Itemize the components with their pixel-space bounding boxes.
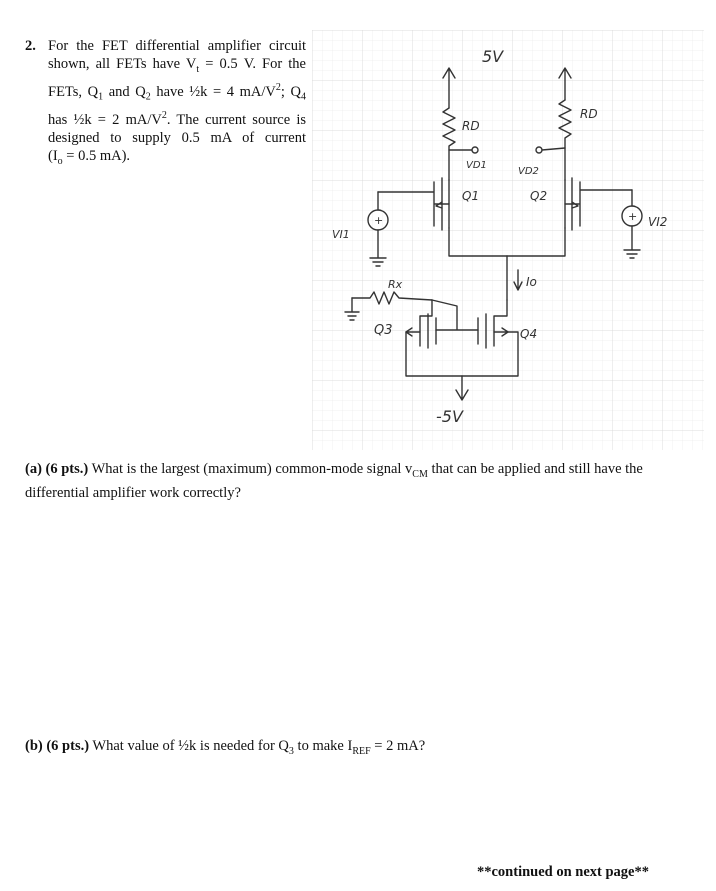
label-rx: Rx <box>388 278 403 291</box>
label-q3: Q3 <box>374 323 393 338</box>
part-a <box>25 460 665 502</box>
continued-footer: **continued on next page** <box>476 864 649 880</box>
question-intro: For the FET differential amplifier circuit shown, all FETs have $V_t = 0.5$ V. For the FETs, $Q_1$ and $Q_2$ have ½k = 4 $mA/V^2$; $Q_4$ has ½k = 2 $mA/V^2$. The current source is designed to supply 0.5 mA of current ($I_o = 0.5$ mA). <box>48 38 306 168</box>
label-vd1: VD1 <box>466 160 487 171</box>
label-q2: Q2 <box>530 189 548 203</box>
label-vi1: VI1 <box>332 228 350 241</box>
part-a-text: What is the largest (maximum) common-mode signal $v_{CM}$ that can be applied and still have the differential amplifier work correctly? <box>25 461 643 502</box>
label-io: Io <box>526 275 537 289</box>
circuit-diagram <box>312 30 704 450</box>
label-vi2: VI2 <box>648 215 668 229</box>
svg-text:+: + <box>374 214 384 227</box>
label-vd2: VD2 <box>518 166 539 177</box>
part-b-text: What value of ½k is needed for $Q_3$ to make $I_{REF} = 2$ mA? <box>92 738 426 757</box>
label-rd1: RD <box>462 119 480 133</box>
question-number: 2. <box>25 38 36 54</box>
label-vplus: 5V <box>482 47 504 66</box>
label-rd2: RD <box>580 107 598 121</box>
graph-paper-grid <box>312 30 704 450</box>
part-a-label: (a) (6 pts.) <box>25 461 89 477</box>
label-q4: Q4 <box>520 327 538 341</box>
label-vminus: -5V <box>436 407 463 426</box>
part-b <box>25 737 665 761</box>
label-q1: Q1 <box>462 189 480 203</box>
svg-text:+: + <box>628 210 638 223</box>
part-b-label: (b) (6 pts.) <box>25 738 90 754</box>
